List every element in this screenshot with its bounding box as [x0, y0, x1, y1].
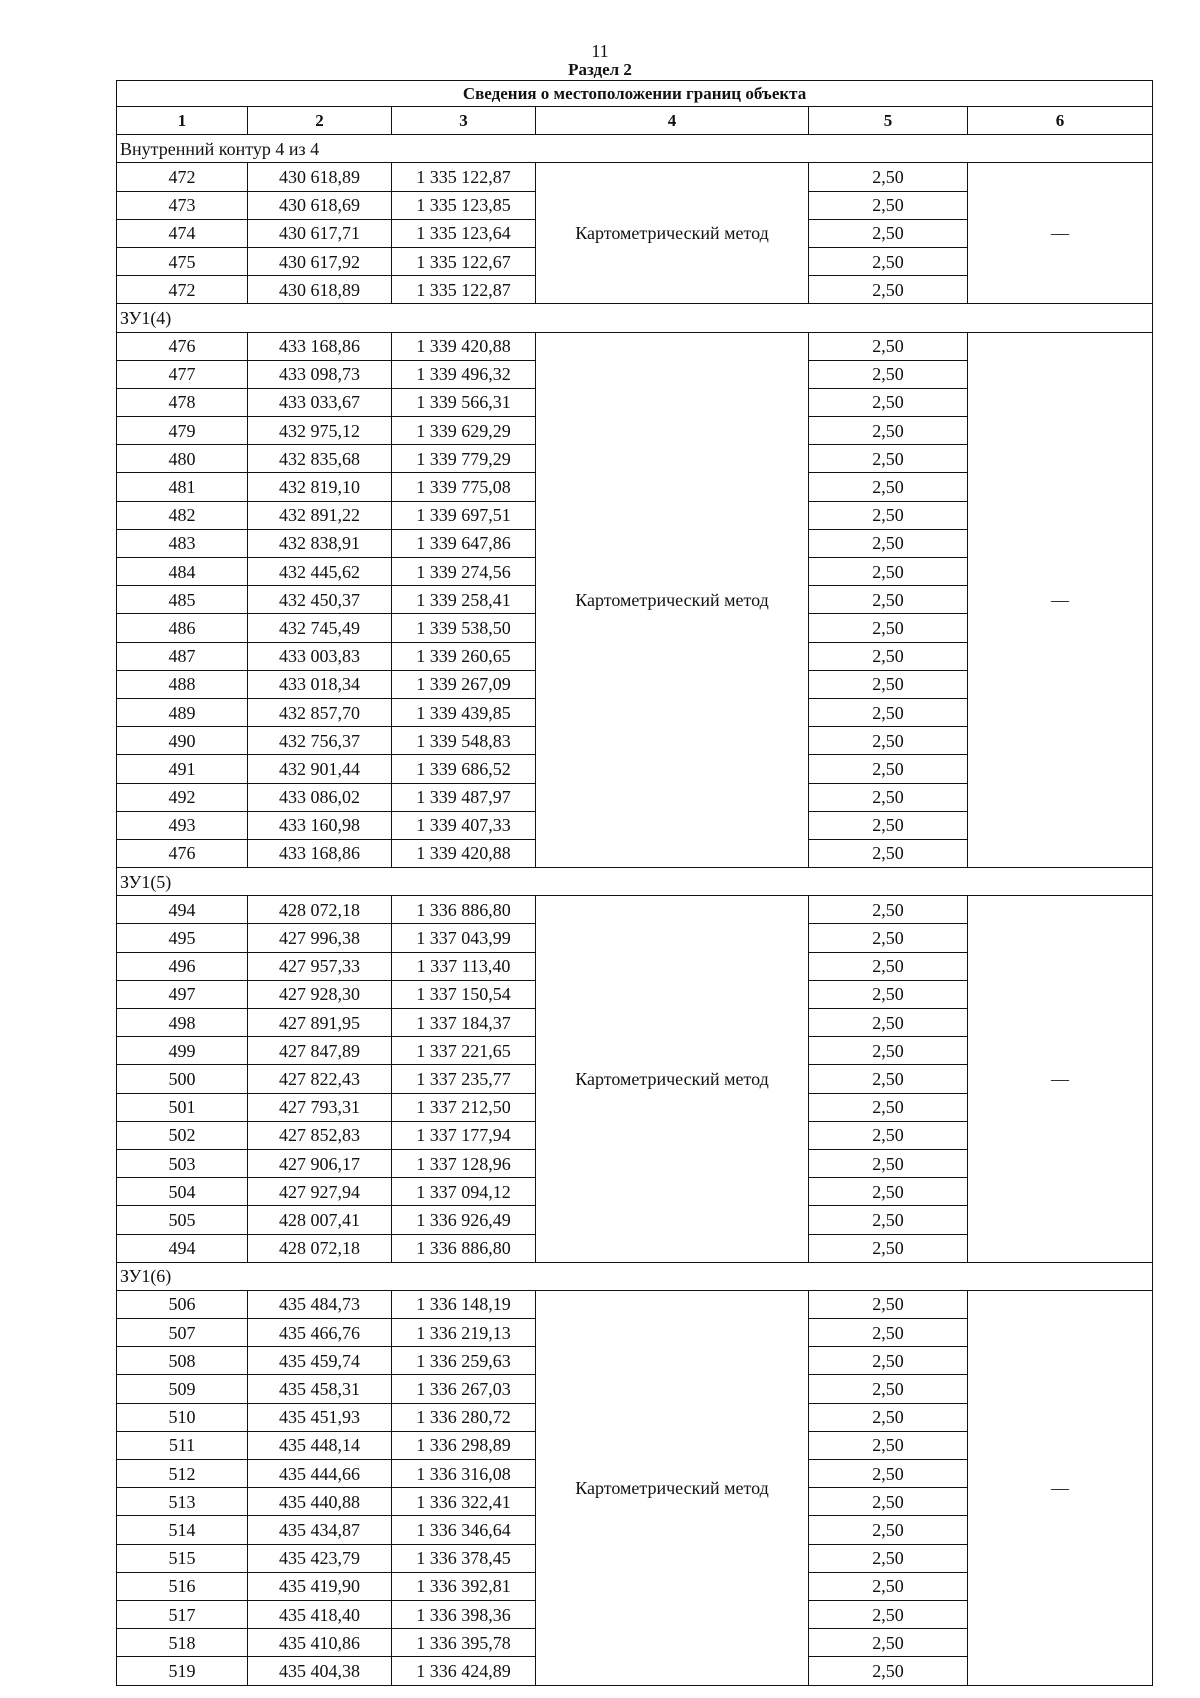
point-number: 489: [117, 698, 248, 726]
accuracy-value: 2,50: [809, 1149, 968, 1177]
accuracy-value: 2,50: [809, 1093, 968, 1121]
accuracy-value: 2,50: [809, 1544, 968, 1572]
point-number: 516: [117, 1572, 248, 1600]
accuracy-value: 2,50: [809, 952, 968, 980]
coordinate-y: 1 337 113,40: [392, 952, 536, 980]
point-number: 480: [117, 445, 248, 473]
point-number: 510: [117, 1403, 248, 1431]
accuracy-value: 2,50: [809, 1037, 968, 1065]
coordinate-y: 1 339 775,08: [392, 473, 536, 501]
coordinate-x: 427 927,94: [248, 1178, 392, 1206]
coordinate-x: 432 445,62: [248, 558, 392, 586]
coordinate-y: 1 335 122,87: [392, 276, 536, 304]
coordinate-x: 432 450,37: [248, 586, 392, 614]
coordinate-x: 430 618,69: [248, 191, 392, 219]
point-number: 495: [117, 924, 248, 952]
point-number: 475: [117, 247, 248, 275]
coordinate-x: 435 484,73: [248, 1290, 392, 1318]
coordinate-x: 427 906,17: [248, 1149, 392, 1177]
coordinate-x: 430 618,89: [248, 276, 392, 304]
accuracy-value: 2,50: [809, 1234, 968, 1262]
coordinate-x: 427 793,31: [248, 1093, 392, 1121]
coordinate-x: 430 617,71: [248, 219, 392, 247]
coordinate-x: 432 819,10: [248, 473, 392, 501]
coordinate-x: 432 838,91: [248, 529, 392, 557]
point-number: 501: [117, 1093, 248, 1121]
coordinate-x: 432 857,70: [248, 698, 392, 726]
coordinate-x: 435 404,38: [248, 1657, 392, 1685]
point-number: 494: [117, 896, 248, 924]
coordinate-x: 433 168,86: [248, 332, 392, 360]
group-title: ЗУ1(4): [117, 304, 1153, 332]
accuracy-value: 2,50: [809, 501, 968, 529]
column-6-cell: —: [968, 332, 1153, 868]
coordinate-x: 435 451,93: [248, 1403, 392, 1431]
accuracy-value: 2,50: [809, 388, 968, 416]
coordinate-y: 1 339 439,85: [392, 698, 536, 726]
coordinate-x: 427 891,95: [248, 1009, 392, 1037]
accuracy-value: 2,50: [809, 1572, 968, 1600]
coordinate-x: 435 448,14: [248, 1431, 392, 1459]
coordinate-y: 1 337 094,12: [392, 1178, 536, 1206]
coordinate-y: 1 339 267,09: [392, 670, 536, 698]
coordinate-y: 1 339 258,41: [392, 586, 536, 614]
point-number: 502: [117, 1121, 248, 1149]
point-number: 509: [117, 1375, 248, 1403]
coordinate-y: 1 335 123,85: [392, 191, 536, 219]
accuracy-value: 2,50: [809, 1290, 968, 1318]
coordinate-x: 435 440,88: [248, 1488, 392, 1516]
accuracy-value: 2,50: [809, 614, 968, 642]
coordinate-y: 1 335 123,64: [392, 219, 536, 247]
point-number: 476: [117, 332, 248, 360]
point-number: 488: [117, 670, 248, 698]
coordinate-y: 1 339 779,29: [392, 445, 536, 473]
accuracy-value: 2,50: [809, 219, 968, 247]
coordinate-y: 1 339 629,29: [392, 417, 536, 445]
coordinate-y: 1 339 260,65: [392, 642, 536, 670]
coordinate-x: 435 434,87: [248, 1516, 392, 1544]
point-number: 472: [117, 276, 248, 304]
column-header: 5: [809, 107, 968, 135]
coordinate-x: 427 852,83: [248, 1121, 392, 1149]
coordinate-x: 432 835,68: [248, 445, 392, 473]
group-title-row: [117, 304, 1153, 332]
group-title: ЗУ1(5): [117, 868, 1153, 896]
point-number: 517: [117, 1600, 248, 1628]
column-header-row: [117, 107, 1153, 135]
coordinate-x: 427 957,33: [248, 952, 392, 980]
accuracy-value: 2,50: [809, 558, 968, 586]
accuracy-value: 2,50: [809, 529, 968, 557]
coordinate-y: 1 336 316,08: [392, 1460, 536, 1488]
coordinate-y: 1 336 392,81: [392, 1572, 536, 1600]
coordinate-x: 427 996,38: [248, 924, 392, 952]
point-number: 492: [117, 783, 248, 811]
accuracy-value: 2,50: [809, 247, 968, 275]
coordinate-y: 1 336 398,36: [392, 1600, 536, 1628]
column-6-cell: —: [968, 896, 1153, 1262]
point-number: 515: [117, 1544, 248, 1572]
point-number: 481: [117, 473, 248, 501]
coordinate-y: 1 336 886,80: [392, 896, 536, 924]
method-cell: Картометрический метод: [536, 332, 809, 868]
accuracy-value: 2,50: [809, 670, 968, 698]
accuracy-value: 2,50: [809, 1600, 968, 1628]
coordinate-y: 1 339 538,50: [392, 614, 536, 642]
coordinate-y: 1 336 926,49: [392, 1206, 536, 1234]
point-number: 487: [117, 642, 248, 670]
point-number: 493: [117, 811, 248, 839]
point-number: 483: [117, 529, 248, 557]
point-number: 484: [117, 558, 248, 586]
accuracy-value: 2,50: [809, 698, 968, 726]
coordinate-y: 1 337 212,50: [392, 1093, 536, 1121]
coordinate-y: 1 336 322,41: [392, 1488, 536, 1516]
coordinate-y: 1 336 346,64: [392, 1516, 536, 1544]
accuracy-value: 2,50: [809, 1121, 968, 1149]
coordinate-x: 435 458,31: [248, 1375, 392, 1403]
coordinate-x: 427 928,30: [248, 980, 392, 1008]
group-title: ЗУ1(6): [117, 1262, 1153, 1290]
point-number: 491: [117, 755, 248, 783]
point-number: 518: [117, 1629, 248, 1657]
accuracy-value: 2,50: [809, 980, 968, 1008]
coordinate-y: 1 339 697,51: [392, 501, 536, 529]
table-row: [117, 163, 1153, 191]
point-number: 494: [117, 1234, 248, 1262]
point-number: 473: [117, 191, 248, 219]
coordinate-y: 1 339 496,32: [392, 360, 536, 388]
accuracy-value: 2,50: [809, 163, 968, 191]
point-number: 500: [117, 1065, 248, 1093]
point-number: 511: [117, 1431, 248, 1459]
coordinate-x: 432 891,22: [248, 501, 392, 529]
coordinate-y: 1 337 128,96: [392, 1149, 536, 1177]
accuracy-value: 2,50: [809, 473, 968, 501]
accuracy-value: 2,50: [809, 896, 968, 924]
coordinate-x: 428 072,18: [248, 896, 392, 924]
coordinate-y: 1 337 235,77: [392, 1065, 536, 1093]
coordinate-y: 1 339 548,83: [392, 727, 536, 755]
accuracy-value: 2,50: [809, 360, 968, 388]
accuracy-value: 2,50: [809, 924, 968, 952]
group-title-row: [117, 135, 1153, 163]
table-title-row: [117, 81, 1153, 107]
coordinate-x: 433 168,86: [248, 839, 392, 867]
coordinate-x: 427 847,89: [248, 1037, 392, 1065]
accuracy-value: 2,50: [809, 1403, 968, 1431]
coordinate-x: 432 745,49: [248, 614, 392, 642]
accuracy-value: 2,50: [809, 1629, 968, 1657]
boundary-table: [116, 80, 1153, 1686]
column-header: 3: [392, 107, 536, 135]
accuracy-value: 2,50: [809, 276, 968, 304]
accuracy-value: 2,50: [809, 1516, 968, 1544]
point-number: 497: [117, 980, 248, 1008]
point-number: 519: [117, 1657, 248, 1685]
point-number: 485: [117, 586, 248, 614]
coordinate-x: 427 822,43: [248, 1065, 392, 1093]
coordinate-y: 1 337 184,37: [392, 1009, 536, 1037]
group-title: Внутренний контур 4 из 4: [117, 135, 1153, 163]
coordinate-x: 435 423,79: [248, 1544, 392, 1572]
method-cell: Картометрический метод: [536, 1290, 809, 1685]
coordinate-x: 432 756,37: [248, 727, 392, 755]
method-cell: Картометрический метод: [536, 896, 809, 1262]
accuracy-value: 2,50: [809, 727, 968, 755]
column-header: 2: [248, 107, 392, 135]
accuracy-value: 2,50: [809, 1009, 968, 1037]
accuracy-value: 2,50: [809, 1178, 968, 1206]
point-number: 478: [117, 388, 248, 416]
coordinate-y: 1 339 487,97: [392, 783, 536, 811]
coordinate-y: 1 336 267,03: [392, 1375, 536, 1403]
point-number: 482: [117, 501, 248, 529]
coordinate-x: 433 098,73: [248, 360, 392, 388]
point-number: 490: [117, 727, 248, 755]
coordinate-y: 1 336 280,72: [392, 1403, 536, 1431]
coordinate-y: 1 337 043,99: [392, 924, 536, 952]
point-number: 476: [117, 839, 248, 867]
accuracy-value: 2,50: [809, 332, 968, 360]
point-number: 507: [117, 1319, 248, 1347]
coordinate-y: 1 339 420,88: [392, 332, 536, 360]
coordinate-y: 1 336 219,13: [392, 1319, 536, 1347]
point-number: 512: [117, 1460, 248, 1488]
method-cell: Картометрический метод: [536, 163, 809, 304]
point-number: 486: [117, 614, 248, 642]
coordinate-x: 428 007,41: [248, 1206, 392, 1234]
coordinate-y: 1 336 148,19: [392, 1290, 536, 1318]
accuracy-value: 2,50: [809, 1319, 968, 1347]
accuracy-value: 2,50: [809, 1375, 968, 1403]
point-number: 496: [117, 952, 248, 980]
coordinate-x: 433 033,67: [248, 388, 392, 416]
accuracy-value: 2,50: [809, 755, 968, 783]
table-body: [117, 81, 1153, 1686]
table-row: [117, 1290, 1153, 1318]
group-title-row: [117, 868, 1153, 896]
coordinate-y: 1 339 274,56: [392, 558, 536, 586]
coordinate-x: 435 410,86: [248, 1629, 392, 1657]
accuracy-value: 2,50: [809, 811, 968, 839]
coordinate-y: 1 339 407,33: [392, 811, 536, 839]
coordinate-x: 433 003,83: [248, 642, 392, 670]
coordinate-y: 1 339 686,52: [392, 755, 536, 783]
coordinate-x: 435 419,90: [248, 1572, 392, 1600]
point-number: 513: [117, 1488, 248, 1516]
point-number: 477: [117, 360, 248, 388]
coordinate-y: 1 336 395,78: [392, 1629, 536, 1657]
point-number: 505: [117, 1206, 248, 1234]
column-header: 4: [536, 107, 809, 135]
point-number: 474: [117, 219, 248, 247]
coordinate-x: 433 160,98: [248, 811, 392, 839]
coordinate-x: 435 466,76: [248, 1319, 392, 1347]
coordinate-y: 1 336 259,63: [392, 1347, 536, 1375]
coordinate-y: 1 336 298,89: [392, 1431, 536, 1459]
point-number: 479: [117, 417, 248, 445]
coordinate-x: 432 975,12: [248, 417, 392, 445]
coordinate-y: 1 336 424,89: [392, 1657, 536, 1685]
point-number: 508: [117, 1347, 248, 1375]
accuracy-value: 2,50: [809, 839, 968, 867]
table-row: [117, 332, 1153, 360]
column-header: 1: [117, 107, 248, 135]
coordinate-y: 1 335 122,67: [392, 247, 536, 275]
accuracy-value: 2,50: [809, 1431, 968, 1459]
column-6-cell: —: [968, 1290, 1153, 1685]
coordinate-x: 433 086,02: [248, 783, 392, 811]
accuracy-value: 2,50: [809, 783, 968, 811]
coordinate-y: 1 339 420,88: [392, 839, 536, 867]
coordinate-y: 1 337 150,54: [392, 980, 536, 1008]
accuracy-value: 2,50: [809, 445, 968, 473]
accuracy-value: 2,50: [809, 642, 968, 670]
table-title: Сведения о местоположении границ объекта: [117, 81, 1153, 107]
point-number: 498: [117, 1009, 248, 1037]
point-number: 499: [117, 1037, 248, 1065]
coordinate-y: 1 336 378,45: [392, 1544, 536, 1572]
point-number: 503: [117, 1149, 248, 1177]
coordinate-x: 435 418,40: [248, 1600, 392, 1628]
table-row: [117, 896, 1153, 924]
coordinate-y: 1 337 177,94: [392, 1121, 536, 1149]
accuracy-value: 2,50: [809, 1657, 968, 1685]
column-header: 6: [968, 107, 1153, 135]
coordinate-y: 1 335 122,87: [392, 163, 536, 191]
coordinate-y: 1 339 647,86: [392, 529, 536, 557]
group-title-row: [117, 1262, 1153, 1290]
coordinate-x: 428 072,18: [248, 1234, 392, 1262]
point-number: 472: [117, 163, 248, 191]
accuracy-value: 2,50: [809, 1347, 968, 1375]
section-title: Раздел 2: [568, 60, 632, 79]
coordinate-x: 430 617,92: [248, 247, 392, 275]
point-number: 514: [117, 1516, 248, 1544]
accuracy-value: 2,50: [809, 1460, 968, 1488]
accuracy-value: 2,50: [809, 1065, 968, 1093]
coordinate-x: 435 444,66: [248, 1460, 392, 1488]
column-6-cell: —: [968, 163, 1153, 304]
point-number: 506: [117, 1290, 248, 1318]
page-number: 11: [591, 41, 609, 61]
coordinate-x: 433 018,34: [248, 670, 392, 698]
accuracy-value: 2,50: [809, 417, 968, 445]
accuracy-value: 2,50: [809, 1488, 968, 1516]
coordinate-y: 1 339 566,31: [392, 388, 536, 416]
accuracy-value: 2,50: [809, 191, 968, 219]
accuracy-value: 2,50: [809, 1206, 968, 1234]
coordinate-x: 432 901,44: [248, 755, 392, 783]
coordinate-x: 435 459,74: [248, 1347, 392, 1375]
point-number: 504: [117, 1178, 248, 1206]
coordinate-y: 1 337 221,65: [392, 1037, 536, 1065]
coordinate-x: 430 618,89: [248, 163, 392, 191]
accuracy-value: 2,50: [809, 586, 968, 614]
coordinate-y: 1 336 886,80: [392, 1234, 536, 1262]
